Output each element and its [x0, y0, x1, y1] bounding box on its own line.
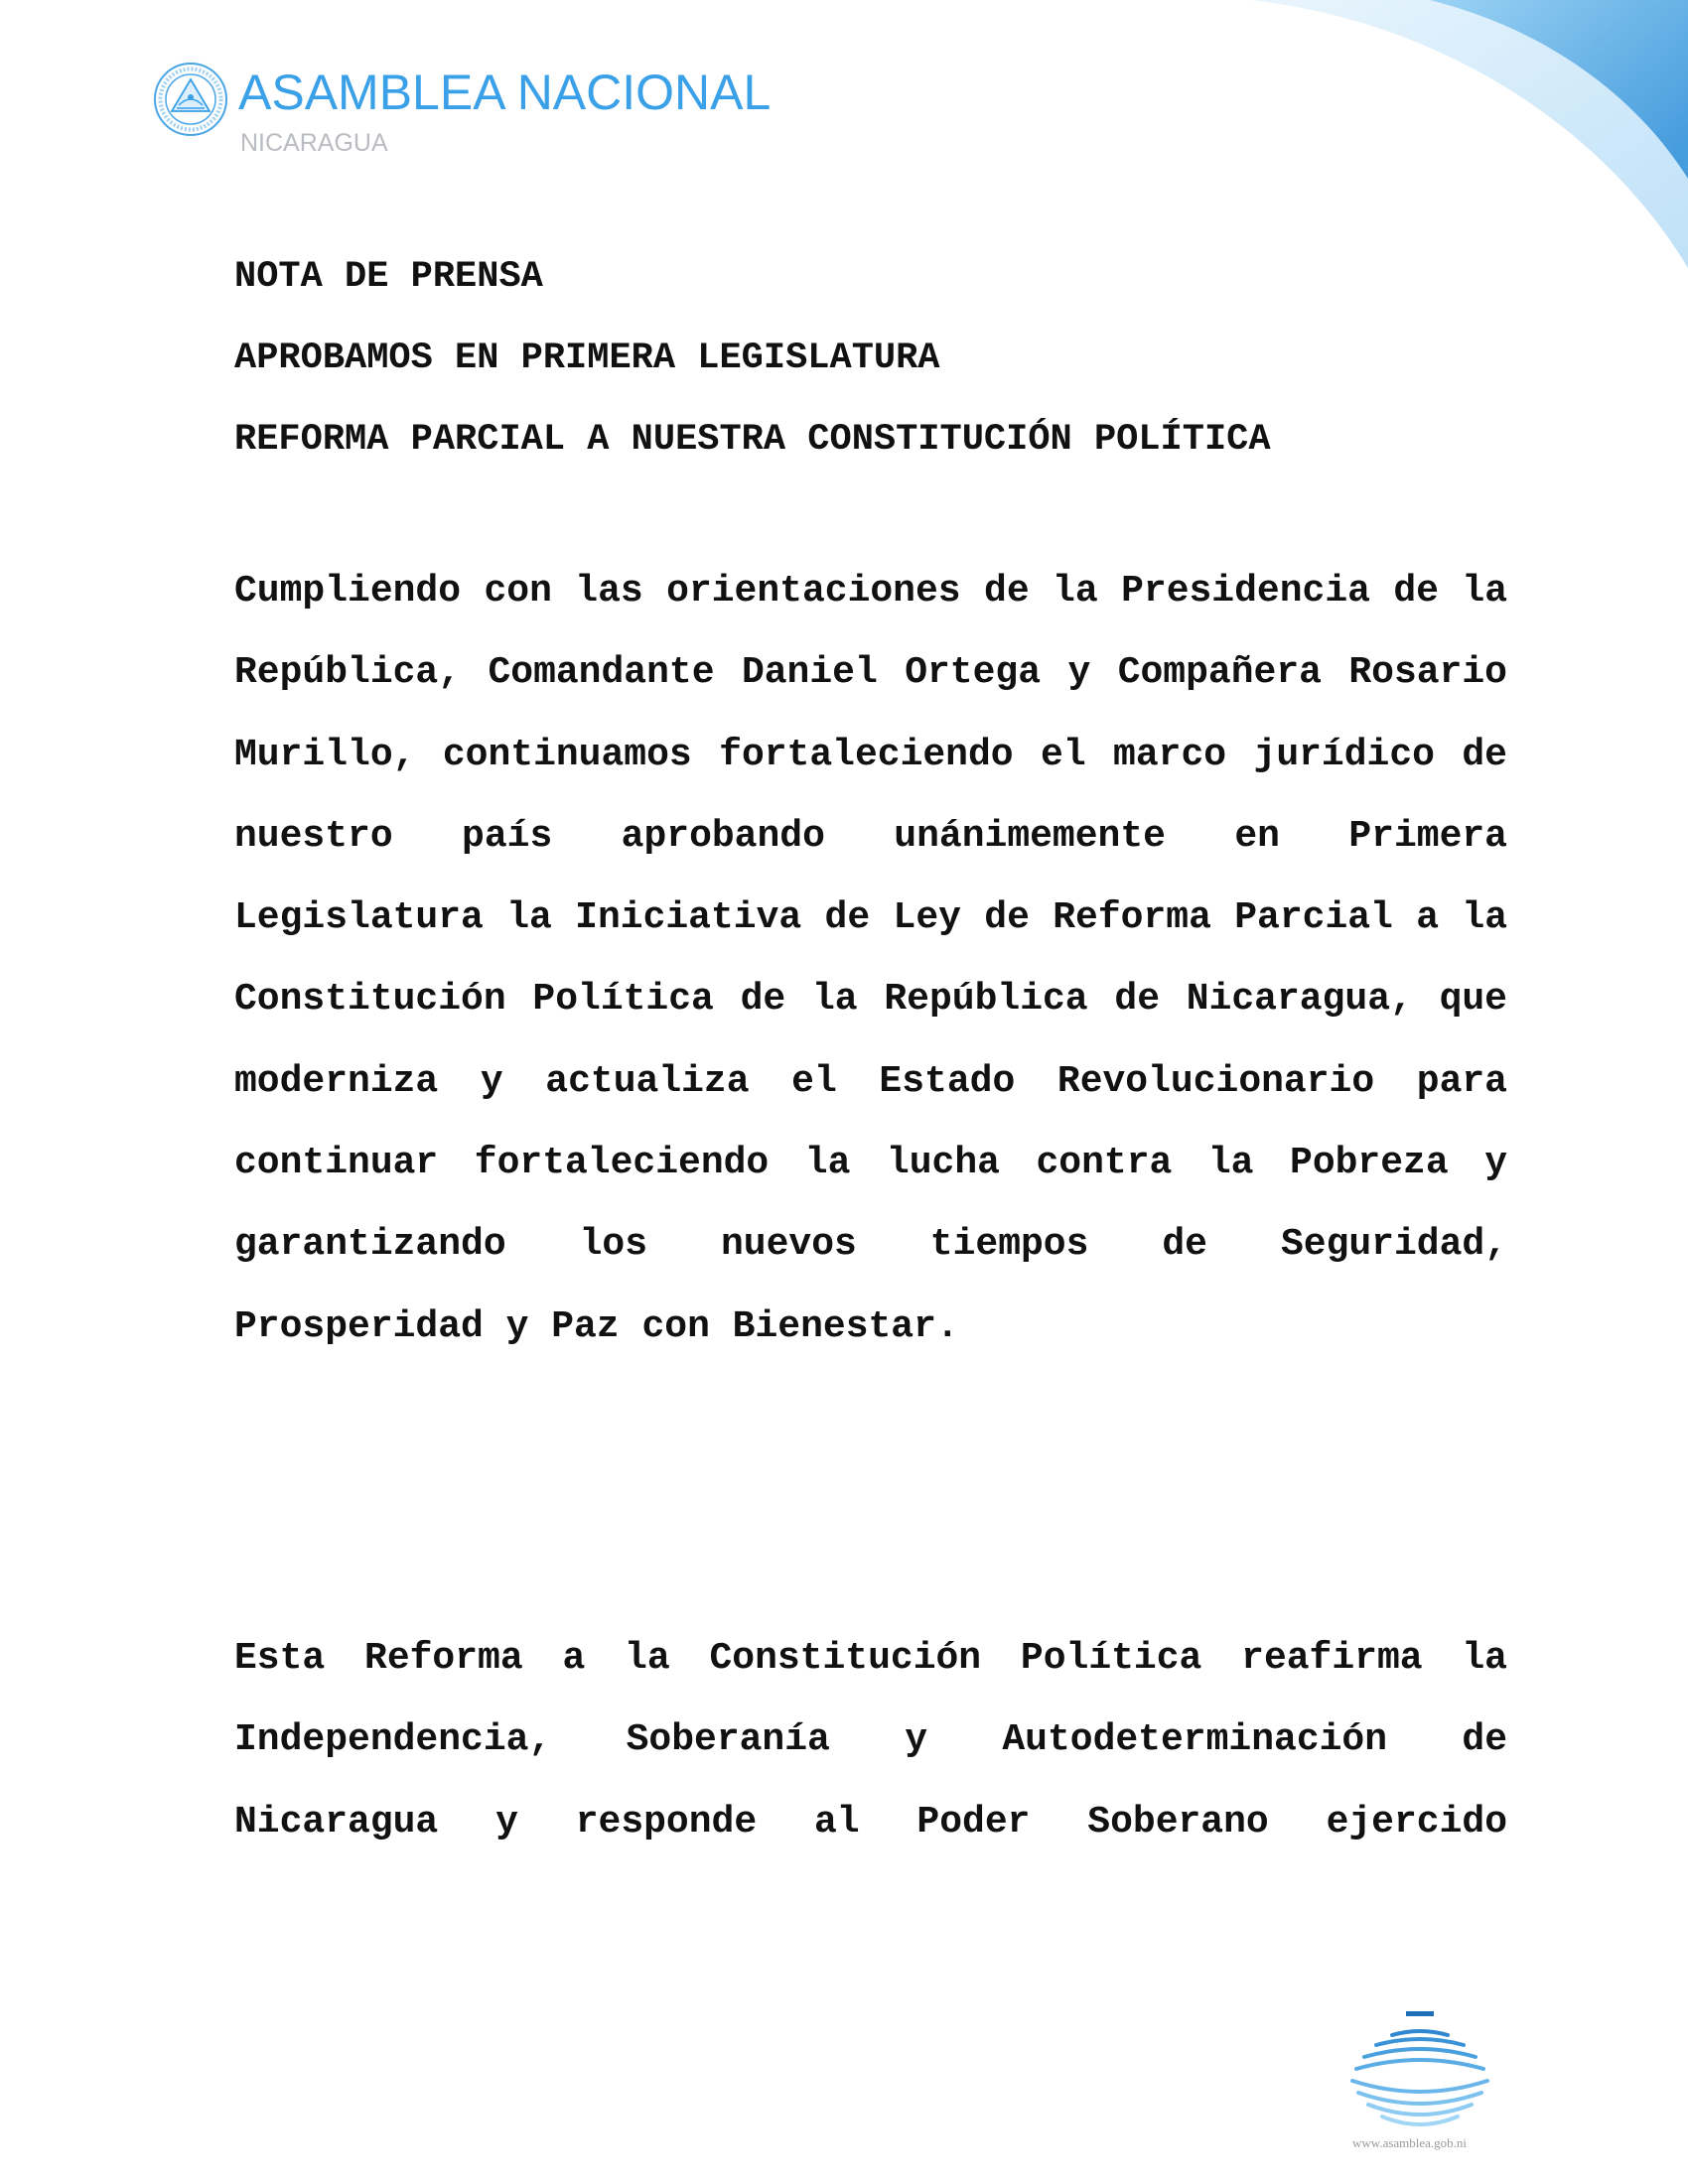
title-line-3: REFORMA PARCIAL A NUESTRA CONSTITUCIÓN POLÍTICA	[234, 419, 1271, 461]
nicaragua-seal-icon	[153, 62, 228, 137]
body-paragraph-1: Cumpliendo con las orientaciones de la Presidencia de la República, Comandante Daniel Ortega y Compañera Rosario Murillo, continuamos fortaleciendo el marco jurídico de nuestro país aprobando unánimemente en Primera Legislatura la Iniciativa de Ley de Reforma Parcial a la Constitución Política de la República de Nicaragua, que moderniza y actualiza el Estado Revolucionario para continuar fortaleciendo la lucha contra la Pobreza y garantizando los nuevos tiempos de Seguridad, Prosperidad y Paz con Bienestar.	[234, 570, 1507, 1348]
body-paragraph-2: Esta Reforma a la Constitución Política reafirma la Independencia, Soberanía y Autodeterminación de Nicaragua y responde al Poder Soberano ejercido	[234, 1637, 1507, 1843]
assembly-hemicycle-icon	[1331, 2003, 1509, 2142]
title-line-2: APROBAMOS EN PRIMERA LEGISLATURA	[234, 338, 940, 379]
press-release-title	[234, 236, 1525, 480]
title-line-1: NOTA DE PRENSA	[234, 256, 543, 298]
org-country: NICARAGUA	[240, 129, 388, 157]
footer-url: www.asamblea.gob.ni	[1352, 2135, 1468, 2150]
org-name: ASAMBLEA NACIONAL	[238, 65, 772, 120]
